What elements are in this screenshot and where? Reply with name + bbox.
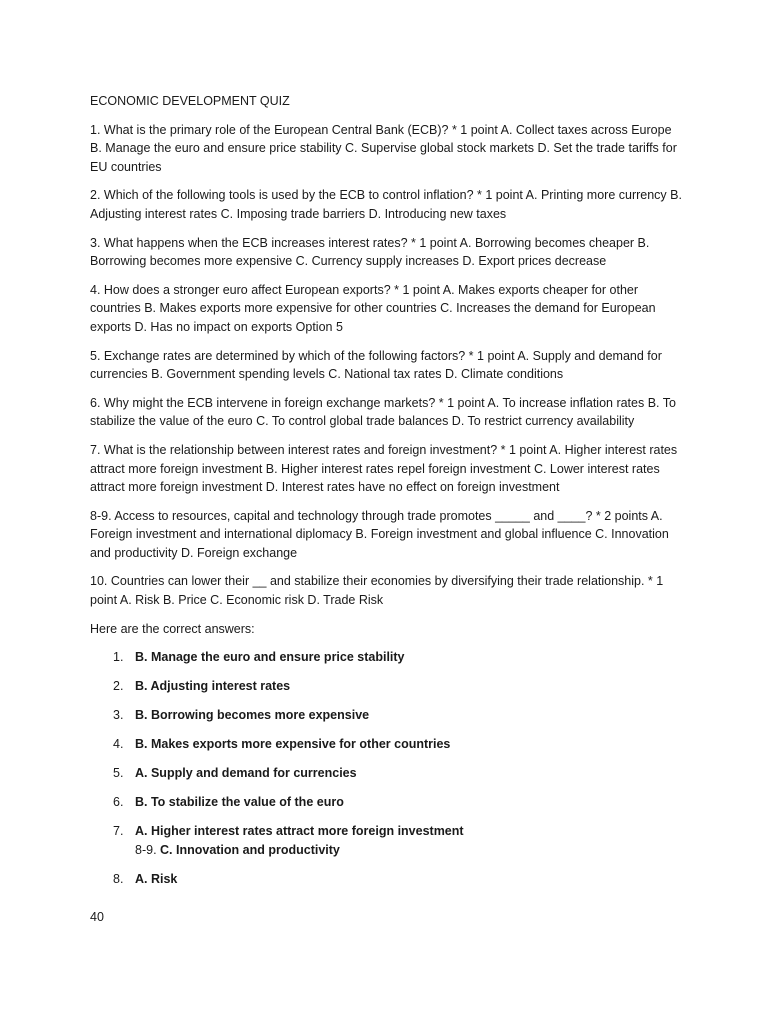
answer-item: [90, 677, 682, 696]
answer-text: B. Adjusting interest rates: [135, 679, 291, 694]
answer-number: 1.: [113, 650, 124, 665]
questions-list: [90, 121, 682, 610]
question-4: 4. How does a stronger euro affect European exports? * 1 point A. Makes exports cheaper for other countries B. Makes exports more expensive for other countries C. Increases the demand for European exports D. Has no impact on exports Option 5: [90, 282, 656, 334]
answer-text: A. Supply and demand for currencies: [135, 766, 357, 781]
answer-extra-text: C. Innovation and productivity: [160, 842, 340, 857]
question-5: 5. Exchange rates are determined by which of the following factors? * 1 point A. Supply and demand for currencies B. Government spending levels C. National tax rates D. Climate conditions: [90, 348, 662, 382]
answer-item: [90, 822, 682, 859]
answer-extra-line: [135, 841, 682, 860]
answer-item: [90, 870, 682, 889]
question-10: 10. Countries can lower their __ and stabilize their economies by diversifying their trade relationship. * 1 point A. Risk B. Price C. Economic risk D. Trade Risk: [90, 574, 664, 608]
document-page: [90, 92, 682, 899]
answer-number: 3.: [113, 708, 124, 723]
answer-text: B. Borrowing becomes more expensive: [135, 708, 370, 723]
question-7: 7. What is the relationship between interest rates and foreign investment? * 1 point A. Higher interest rates attract more foreign investment B. Higher interest rates repel foreign investment C. Lower interest rates attract more foreign investment D. Interest rates have no effect on foreign investment: [90, 442, 678, 495]
answer-text: A. Risk: [135, 871, 178, 886]
answer-item: [90, 735, 682, 754]
question-3: 3. What happens when the ECB increases interest rates? * 1 point A. Borrowing becomes cheaper B. Borrowing becomes more expensive C. Currency supply increases D. Export prices decrease: [90, 235, 650, 269]
answer-item: [90, 648, 682, 667]
answer-number: 4.: [113, 737, 124, 752]
answer-text: B. To stabilize the value of the euro: [135, 795, 344, 810]
page-number: 40: [90, 910, 104, 924]
question-1: 1. What is the primary role of the European Central Bank (ECB)? * 1 point A. Collect taxes across Europe B. Manage the euro and ensure price stability C. Supervise global stock markets D. Set the trade tariffs for EU countries: [90, 122, 677, 174]
answer-number: 8.: [113, 871, 124, 886]
answer-item: [90, 793, 682, 812]
answer-text: B. Manage the euro and ensure price stability: [135, 650, 405, 665]
page-title: ECONOMIC DEVELOPMENT QUIZ: [90, 94, 290, 108]
question-8-9: 8-9. Access to resources, capital and technology through trade promotes _____ and ____? * 2 points A. Foreign investment and international diplomacy B. Foreign investment and global influence C. Innovation and productivity D. Foreign exchange: [90, 508, 669, 560]
answer-text: A. Higher interest rates attract more foreign investment: [135, 824, 464, 839]
answer-number: 5.: [113, 766, 124, 781]
answers-list: [90, 648, 682, 888]
answer-extra-prefix: 8-9.: [135, 842, 161, 857]
answer-item: [90, 764, 682, 783]
answer-number: 6.: [113, 795, 124, 810]
answer-item: [90, 706, 682, 725]
answers-intro: Here are the correct answers:: [90, 621, 255, 636]
answer-number: 7.: [113, 824, 124, 839]
question-6: 6. Why might the ECB intervene in foreign exchange markets? * 1 point A. To increase inflation rates B. To stabilize the value of the euro C. To control global trade balances D. To restrict currency availability: [90, 395, 676, 429]
answer-text: B. Makes exports more expensive for other countries: [135, 737, 451, 752]
question-2: 2. Which of the following tools is used by the ECB to control inflation? * 1 point A. Printing more currency B. Adjusting interest rates C. Imposing trade barriers D. Introducing new taxes: [90, 188, 682, 221]
answer-number: 2.: [113, 679, 124, 694]
